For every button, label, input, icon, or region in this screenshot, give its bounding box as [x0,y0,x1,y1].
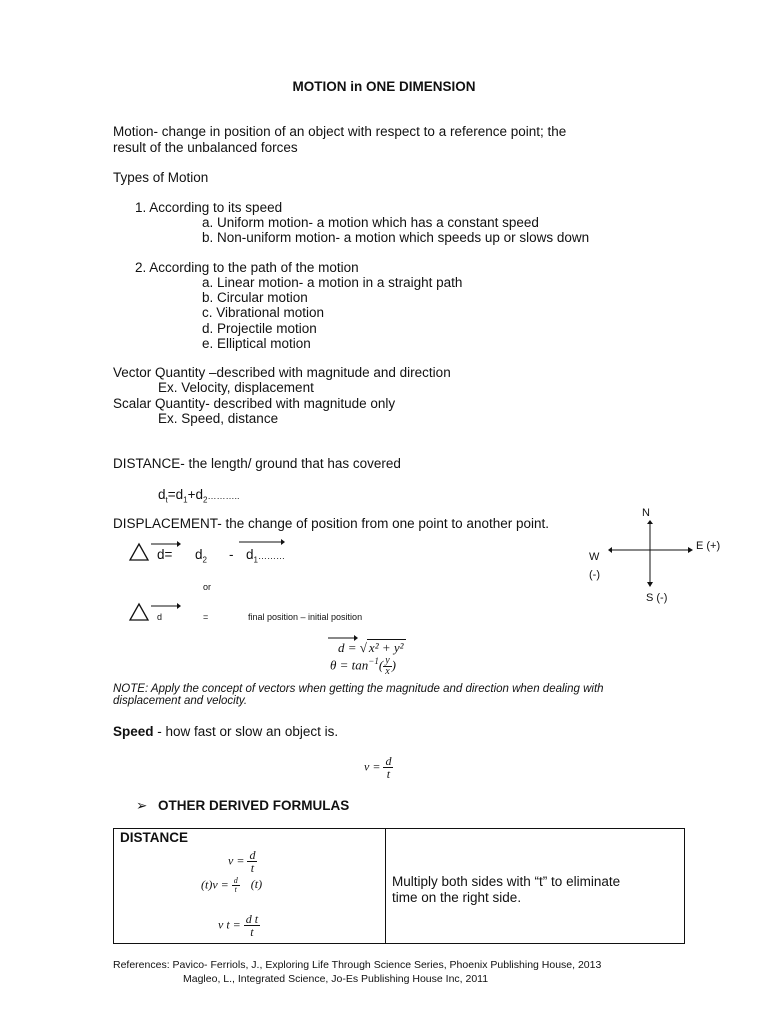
disp-d1 [246,547,285,565]
list-item-nonuniform: b. Non-uniform motion- a motion which speeds up or slows down [202,230,590,245]
page-title: MOTION in ONE DIMENSION [292,79,476,94]
magnitude-lhs: d [338,640,345,655]
vector-arrow-icon [238,538,286,546]
disp-d: d [157,547,165,562]
table-f3-fraction [244,913,260,938]
disp-d2 [195,547,207,565]
note-line1: NOTE: Apply the concept of vectors when getting the magnitude and direction when dealing with [113,683,604,695]
theta-den: x [385,666,390,677]
speed-label: Speed [113,724,154,739]
speed-formula [364,755,393,780]
compass-west-sign: (-) [589,569,600,581]
theta-open: ( [378,657,384,673]
compass-east: E (+) [696,540,721,552]
list-item-linear: a. Linear motion- a motion in a straight path [202,275,463,290]
list-item-vibrational: c. Vibrational motion [202,305,325,320]
table-explanation-line2: time on the right side. [392,890,522,905]
compass-south: S (-) [646,592,668,604]
table-f2-lhs: (t)v = [201,877,229,892]
distance-d: d [158,487,166,502]
table-f1-den: t [250,861,255,875]
references-label: References: [113,959,170,971]
disp-minus: - [229,547,234,562]
magnitude-formula [338,640,406,656]
reference-2: Magleo, L., Integrated Science, Jo-Es Publishing House Inc, 2011 [183,973,489,985]
disp2-eq: = [203,612,209,622]
derived-formulas-table [113,828,685,944]
vector-examples: Ex. Velocity, displacement [158,380,314,395]
theta-num: y [385,655,390,666]
compass-north: N [642,507,650,519]
table-f1-num: d [249,848,256,862]
vector-arrow-icon [150,602,182,610]
table-f1-lhs: v = [228,853,245,868]
disp-d1-sub: 1 [253,555,258,565]
distance-two-sub: 2 [203,495,208,505]
speed-formula-lhs: v = [364,759,381,774]
theta-fraction [383,656,391,677]
scalar-examples: Ex. Speed, distance [158,411,279,426]
motion-definition-line1: Motion- change in position of an object with respect to a reference point; the [113,124,567,139]
disp-d-vector [157,547,172,562]
theta-formula [330,656,396,677]
theta-lhs: θ = tan [330,657,369,673]
theta-sup: −1 [368,656,379,667]
scalar-definition: Scalar Quantity- described with magnitude only [113,396,396,411]
table-explanation-cell [386,829,685,944]
distance-eq: =d [167,487,184,502]
list-item-path: 2. According to the path of the motion [135,260,359,275]
derived-bullet-icon: ➢ [136,798,148,813]
table-f2-rhs: (t) [250,877,263,892]
derived-heading: OTHER DERIVED FORMULAS [158,798,350,813]
magnitude-eq: = [347,640,357,655]
disp-d1-letter: d [246,547,254,562]
delta-triangle-icon [128,602,150,622]
note-line2: displacement and velocity. [113,695,248,707]
references-line1 [113,959,601,971]
delta-triangle-icon [128,542,150,562]
table-f3-num: d t [245,912,259,926]
speed-formula-num: d [385,754,392,768]
list-item-speed: 1. According to its speed [135,200,283,215]
disp2-d: d [157,612,163,622]
disp-eq: = [164,547,173,562]
or-label: or [203,582,212,592]
reference-1: Pavico- Ferriols, J., Exploring Life Through Science Series, Phoenix Publishing House, 2013 [172,959,602,971]
distance-dots: ……….. [207,491,240,501]
speed-formula-fraction [383,755,393,780]
magnitude-radicand: x² + y² [368,640,404,655]
compass-diagram [600,520,700,600]
distance-formula [158,487,239,505]
table-f3-lhs: v t = [218,917,241,932]
compass-west: W [589,551,600,563]
disp-dots: ……… [257,551,285,561]
motion-definition-line2: result of the unbalanced forces [113,140,298,155]
speed-definition [113,724,338,739]
speed-formula-den: t [386,767,391,781]
table-f2-den: t [234,885,237,894]
table-f2-num: d [233,876,238,885]
distance-one-sub: 1 [183,495,188,505]
table-explanation-line1: Multiply both sides with “t” to eliminate [392,874,621,889]
list-item-projectile: d. Projectile motion [202,321,317,336]
displacement-definition: DISPLACEMENT- the change of position from one point to another point. [113,516,549,531]
table-formula-2 [201,877,262,894]
types-heading: Types of Motion [113,170,209,185]
sqrt-icon: √ [359,640,367,655]
table-f1-fraction [247,849,257,874]
distance-definition: DISTANCE- the length/ ground that has covered [113,456,401,471]
disp-d2-sub: 2 [202,555,207,565]
list-item-elliptical: e. Elliptical motion [202,336,311,351]
vector-definition: Vector Quantity –described with magnitude and direction [113,365,451,380]
speed-text: - how fast or slow an object is. [153,724,339,739]
list-item-uniform: a. Uniform motion- a motion which has a constant speed [202,215,539,230]
table-formula-1 [228,849,257,874]
table-f2-fraction [232,877,240,894]
table-formula-cell [114,829,386,944]
table-formula-3 [218,913,260,938]
disp-d2-letter: d [195,547,203,562]
table-f3-den: t [250,925,254,939]
distance-t-sub: t [165,495,168,505]
table-header: DISTANCE [120,830,189,845]
disp2-text: final position – initial position [248,612,363,622]
distance-plus: +d [187,487,204,502]
theta-close: ) [391,657,396,673]
list-item-circular: b. Circular motion [202,290,308,305]
